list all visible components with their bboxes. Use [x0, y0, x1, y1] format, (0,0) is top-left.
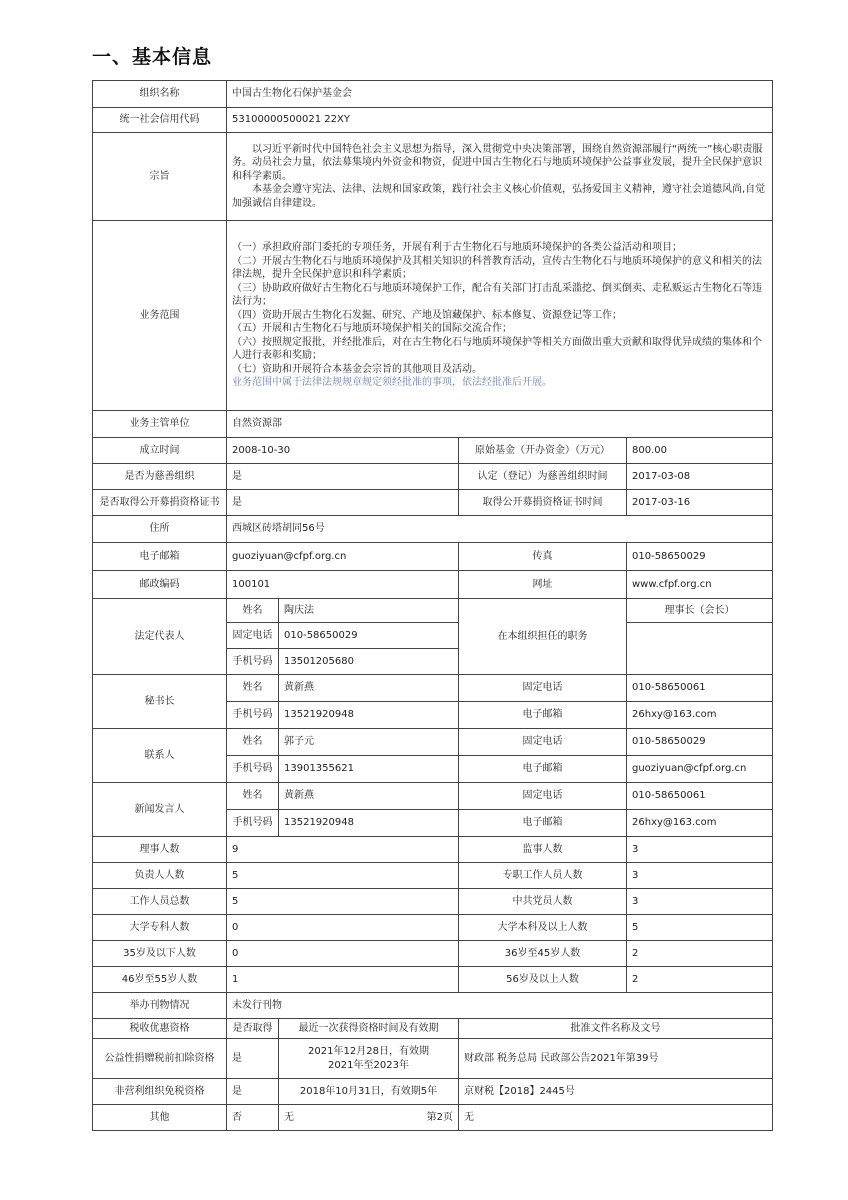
fundraise-date: 2017-03-16: [627, 490, 773, 516]
supervisor-label: 业务主管单位: [93, 411, 227, 438]
org-name: 中国古生物化石保护基金会: [227, 81, 773, 108]
spokesman-name: 黄新燕: [279, 783, 459, 810]
credit-code-label: 统一社会信用代码: [93, 108, 227, 133]
deduct-label: 公益性捐赠税前扣除资格: [93, 1039, 227, 1079]
publication-label: 举办刊物情况: [93, 993, 227, 1019]
secretary-email-label: 电子邮箱: [459, 702, 627, 729]
leaders: 5: [227, 863, 459, 889]
charity: 是: [227, 464, 459, 490]
fulltime-label: 专职工作人员人数: [459, 863, 627, 889]
secretary-mobile-label: 手机号码: [227, 702, 279, 729]
scope-item: （六）按照规定报批，并经批准后，对在古生物化石与地质环境保护等相关方面做出重大贡献和取得优异成绩的集体和个人进行表彰和奖励；: [232, 336, 762, 362]
bachelor-label: 大学本科及以上人数: [459, 915, 627, 941]
founded: 2008-10-30: [227, 438, 459, 464]
contact-phone: 010-58650029: [627, 729, 773, 756]
staff-label: 工作人员总数: [93, 889, 227, 915]
exempt-doc: 京财税【2018】2445号: [459, 1079, 773, 1105]
legal-rep-phone-label: 固定电话: [227, 623, 279, 649]
charity-date: 2017-03-08: [627, 464, 773, 490]
other-time: 无: [284, 1111, 294, 1123]
party: 3: [627, 889, 773, 915]
college: 0: [227, 915, 459, 941]
contact-email: guoziyuan@cfpf.org.cn: [627, 756, 773, 783]
contact-name: 郭子元: [279, 729, 459, 756]
charity-date-label: 认定（登记）为慈善组织时间: [459, 464, 627, 490]
scope-item: （二）开展古生物化石与地质环境保护及其相关知识的科普教育活动，宣传古生物化石与地质环境保护的意义和相关的法律法规，提升全民保护意识和科学素质；: [232, 255, 762, 281]
exempt-time: 2018年10月31日，有效期5年: [279, 1079, 459, 1105]
secretary-label: 秘书长: [93, 675, 227, 729]
section-title: 一、基本信息: [92, 46, 213, 68]
tax-obtained-label: 是否取得: [227, 1019, 279, 1039]
college-label: 大学专科人数: [93, 915, 227, 941]
legal-rep-name-label: 姓名: [227, 599, 279, 623]
contact-mobile-label: 手机号码: [227, 756, 279, 783]
contact-email-label: 电子邮箱: [459, 756, 627, 783]
spokesman-mobile: 13521920948: [279, 810, 459, 837]
position: 理事长（会长）: [627, 599, 773, 623]
contact-name-label: 姓名: [227, 729, 279, 756]
basic-info-table: [92, 80, 773, 1131]
deduct-time-line-1: 2021年12月28日，有效期: [308, 1046, 429, 1057]
postcode-label: 邮政编码: [93, 571, 227, 599]
email: guoziyuan@cfpf.org.cn: [227, 543, 459, 571]
spokesman-email-label: 电子邮箱: [459, 810, 627, 837]
fundraise-label: 是否取得公开募捐资格证书: [93, 490, 227, 516]
other-label: 其他: [93, 1105, 227, 1131]
purpose-paragraph-2: 本基金会遵守宪法、法律、法规和国家政策，践行社会主义核心价值观，弘扬爱国主义精神，遵守社会道德风尚,自觉加强诚信自律建设。: [232, 184, 766, 209]
secretary-phone-label: 固定电话: [459, 675, 627, 702]
spokesman-mobile-label: 手机号码: [227, 810, 279, 837]
contact-mobile: 13901355621: [279, 756, 459, 783]
fulltime: 3: [627, 863, 773, 889]
directors-label: 理事人数: [93, 837, 227, 863]
age36: 2: [627, 941, 773, 967]
charity-label: 是否为慈善组织: [93, 464, 227, 490]
secretary-name-label: 姓名: [227, 675, 279, 702]
website: www.cfpf.org.cn: [627, 571, 773, 599]
legal-rep-label: 法定代表人: [93, 599, 227, 675]
scope-item: （七）资助和开展符合本基金会宗旨的其他项目及活动。: [232, 363, 482, 375]
staff: 5: [227, 889, 459, 915]
other-obtained: 否: [227, 1105, 279, 1131]
legal-rep-name: 陶庆法: [279, 599, 459, 623]
purpose-label: 宗旨: [93, 133, 227, 221]
leaders-label: 负责人人数: [93, 863, 227, 889]
supervisors-label: 监事人数: [459, 837, 627, 863]
party-label: 中共党员人数: [459, 889, 627, 915]
fundraise: 是: [227, 490, 459, 516]
secretary-mobile: 13521920948: [279, 702, 459, 729]
age36-label: 36岁至45岁人数: [459, 941, 627, 967]
spokesman-phone-label: 固定电话: [459, 783, 627, 810]
legal-rep-mobile: 13501205680: [279, 649, 459, 675]
bachelor: 5: [627, 915, 773, 941]
postcode: 100101: [227, 571, 459, 599]
deduct-obtained: 是: [227, 1039, 279, 1079]
page-number: 第2页: [426, 1111, 453, 1123]
contact-phone-label: 固定电话: [459, 729, 627, 756]
spokesman-label: 新闻发言人: [93, 783, 227, 837]
tax-label: 税收优惠资格: [93, 1019, 227, 1039]
website-label: 网址: [459, 571, 627, 599]
email-label: 电子邮箱: [93, 543, 227, 571]
contact-label: 联系人: [93, 729, 227, 783]
age46-label: 46岁至55岁人数: [93, 967, 227, 993]
fund: 800.00: [627, 438, 773, 464]
secretary-name: 黄新燕: [279, 675, 459, 702]
spokesman-name-label: 姓名: [227, 783, 279, 810]
legal-rep-phone: 010-58650029: [279, 623, 459, 649]
publication: 未发行刊物: [227, 993, 773, 1019]
scope-label: 业务范围: [93, 221, 227, 411]
age56-label: 56岁及以上人数: [459, 967, 627, 993]
scope-item: （一）承担政府部门委托的专项任务，开展有利于古生物化石与地质环境保护的各类公益活动和项目；: [232, 242, 682, 254]
legal-rep-mobile-label: 手机号码: [227, 649, 279, 675]
purpose-paragraph-1: 以习近平新时代中国特色社会主义思想为指导，深入贯彻党中央决策部署，围绕自然资源部履行“两统一”核心职责服务。动员社会力量，依法募集境内外资金和物资，促进中国古生物化石与地质环境保护公益事业发展，提升全民保护意识和科学素质。: [232, 143, 763, 182]
secretary-email: 26hxy@163.com: [627, 702, 773, 729]
age56: 2: [627, 967, 773, 993]
deduct-time-line-2: 2021年至2023年: [328, 1059, 409, 1071]
org-name-label: 组织名称: [93, 81, 227, 108]
age35-label: 35岁及以下人数: [93, 941, 227, 967]
deduct-doc: 财政部 税务总局 民政部公告2021年第39号: [459, 1039, 773, 1079]
spokesman-email: 26hxy@163.com: [627, 810, 773, 837]
other-time-cell: [279, 1105, 459, 1131]
scope-cell: [227, 221, 773, 411]
age46: 1: [227, 967, 459, 993]
directors: 9: [227, 837, 459, 863]
position-label: 在本组织担任的职务: [459, 599, 627, 675]
other-doc: 无: [459, 1105, 773, 1131]
scope-item: （四）资助开展古生物化石发掘、研究、产地及馆藏保护、标本修复、资源登记等工作；: [232, 309, 622, 321]
credit-code: 53100000500021 22XY: [227, 108, 773, 133]
spokesman-phone: 010-58650061: [627, 783, 773, 810]
fax-label: 传真: [459, 543, 627, 571]
fund-label: 原始基金（开办资金）（万元）: [459, 438, 627, 464]
supervisor: 自然资源部: [227, 411, 773, 438]
position-empty: [627, 623, 773, 675]
exempt-obtained: 是: [227, 1079, 279, 1105]
fax: 010-58650029: [627, 543, 773, 571]
exempt-label: 非营利组织免税资格: [93, 1079, 227, 1105]
scope-item: （五）开展和古生物化石与地质环境保护相关的国际交流合作；: [232, 323, 512, 335]
deduct-time-cell: [279, 1039, 459, 1079]
secretary-phone: 010-58650061: [627, 675, 773, 702]
scope-note: 业务范围中属于法律法规规章规定须经批准的事项，依法经批准后开展。: [232, 377, 552, 389]
tax-time-label: 最近一次获得资格时间及有效期: [279, 1019, 459, 1039]
scope-item: （三）协助政府做好古生物化石与地质环境保护工作，配合有关部门打击乱采滥挖、倒买倒卖、走私贩运古生物化石等违法行为；: [232, 282, 762, 308]
age35: 0: [227, 941, 459, 967]
fundraise-date-label: 取得公开募捐资格证书时间: [459, 490, 627, 516]
address-label: 住所: [93, 516, 227, 543]
purpose-cell: [227, 133, 773, 221]
tax-doc-label: 批准文件名称及文号: [459, 1019, 773, 1039]
address: 西城区砖塔胡同56号: [227, 516, 773, 543]
founded-label: 成立时间: [93, 438, 227, 464]
supervisors: 3: [627, 837, 773, 863]
